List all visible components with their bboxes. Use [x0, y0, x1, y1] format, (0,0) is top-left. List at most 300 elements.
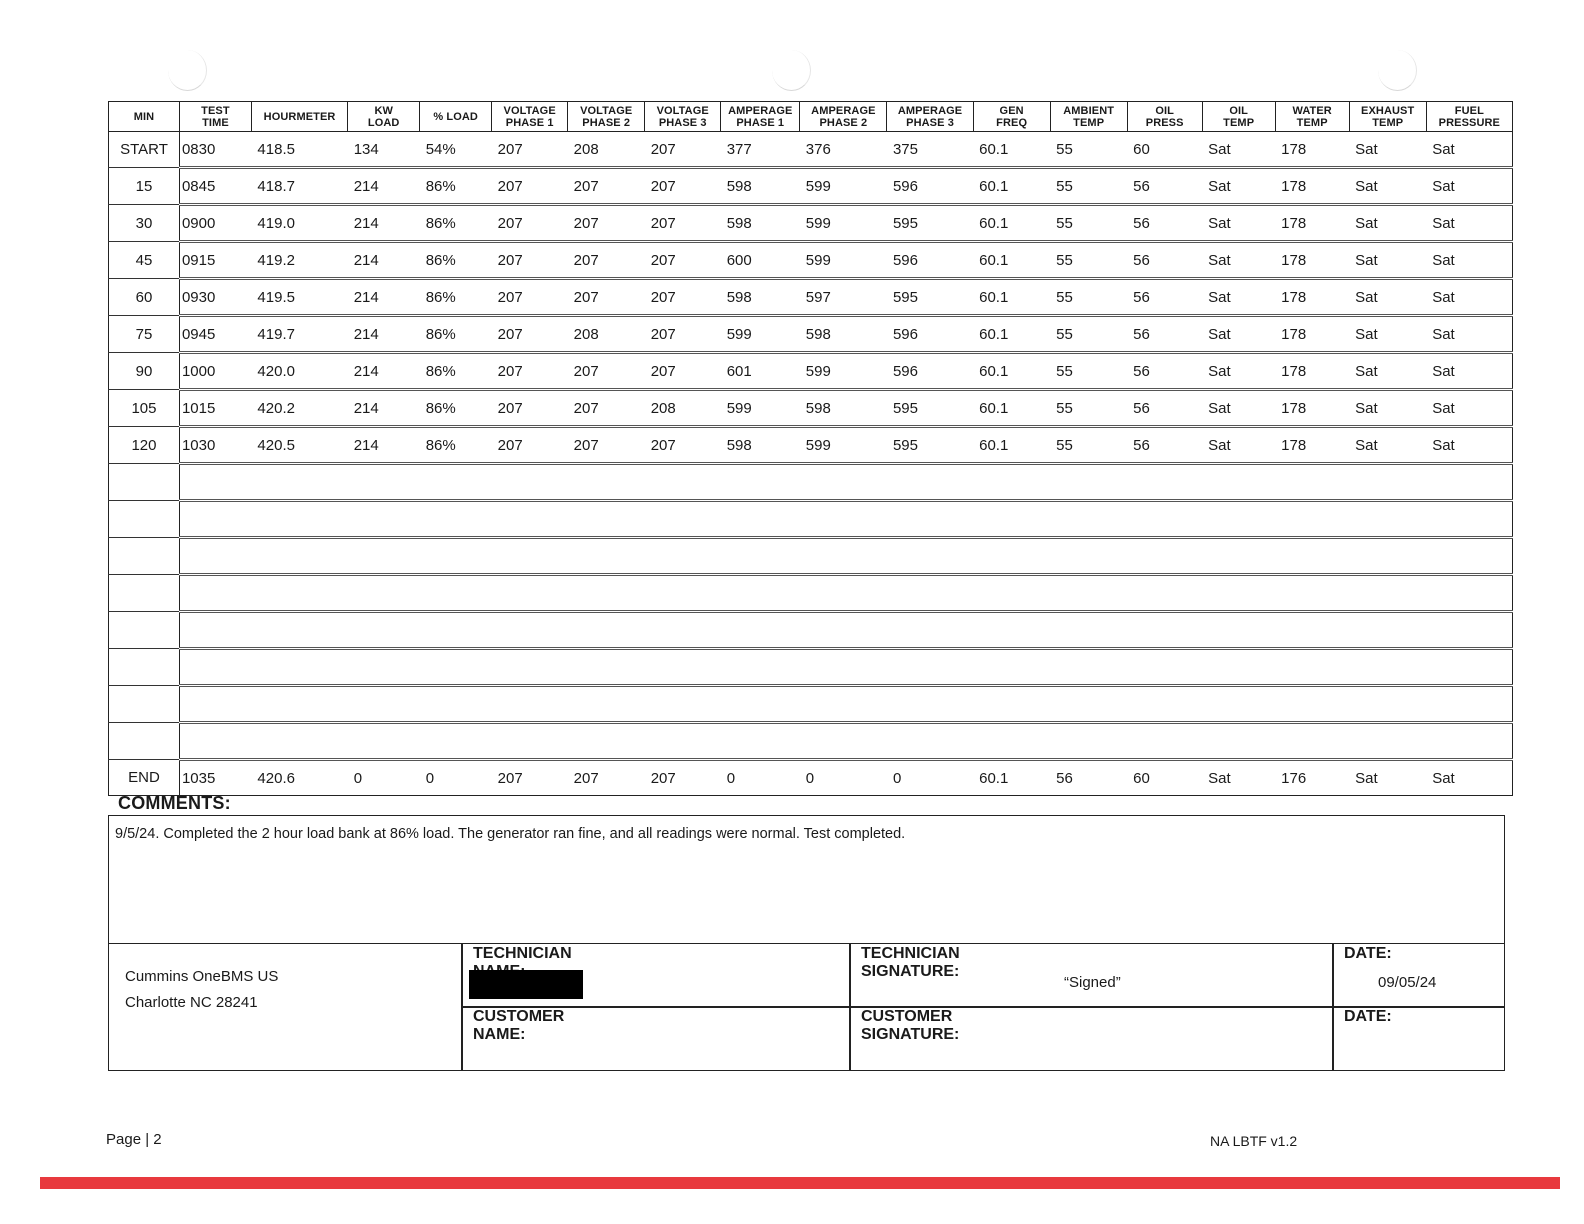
table-cell: 207 — [492, 132, 568, 168]
table-cell — [1127, 686, 1202, 723]
table-cell: 208 — [568, 132, 645, 168]
page-number: Page | 2 — [106, 1131, 162, 1148]
table-cell: 56 — [1127, 168, 1202, 205]
table-cell: 599 — [800, 168, 887, 205]
table-cell — [1050, 649, 1127, 686]
table-cell: Sat — [1202, 353, 1275, 390]
table-cell: 214 — [348, 242, 420, 279]
table-cell: 598 — [800, 316, 887, 353]
table-cell — [645, 686, 721, 723]
table-cell — [721, 686, 800, 723]
table-cell — [251, 649, 347, 686]
table-cell: 60.1 — [973, 132, 1050, 168]
table-header-row — [109, 102, 1513, 132]
table-cell: Sat — [1349, 390, 1426, 427]
table-cell: 598 — [721, 427, 800, 464]
table-cell — [1202, 501, 1275, 538]
table-cell — [420, 649, 492, 686]
table-cell — [568, 723, 645, 760]
table-cell — [973, 538, 1050, 575]
table-cell: 120 — [109, 427, 180, 464]
table-cell: 1035 — [179, 760, 251, 796]
table-cell: 60.1 — [973, 242, 1050, 279]
table-cell — [1275, 723, 1349, 760]
table-cell: 134 — [348, 132, 420, 168]
table-cell — [1127, 612, 1202, 649]
table-cell: 60 — [1127, 132, 1202, 168]
table-cell: Sat — [1349, 760, 1426, 796]
table-cell — [1349, 464, 1426, 501]
table-cell: 208 — [645, 390, 721, 427]
table-cell: 55 — [1050, 390, 1127, 427]
table-cell: Sat — [1349, 132, 1426, 168]
table-cell: Sat — [1349, 427, 1426, 464]
table-cell — [973, 575, 1050, 612]
table-cell — [1202, 649, 1275, 686]
table-cell: 178 — [1275, 353, 1349, 390]
table-cell: 55 — [1050, 279, 1127, 316]
column-header: AMPERAGE PHASE 2 — [800, 102, 887, 132]
technician-signature-label: TECHNICIAN SIGNATURE: — [861, 945, 960, 980]
table-cell — [1426, 612, 1512, 649]
table-cell — [800, 612, 887, 649]
table-cell: 60.1 — [973, 760, 1050, 796]
table-cell — [568, 649, 645, 686]
table-cell: 207 — [492, 390, 568, 427]
table-cell: Sat — [1349, 242, 1426, 279]
table-cell — [1050, 464, 1127, 501]
table-cell: Sat — [1426, 353, 1512, 390]
table-cell — [492, 575, 568, 612]
table-cell — [568, 612, 645, 649]
table-cell: Sat — [1349, 353, 1426, 390]
table-cell — [109, 649, 180, 686]
technician-signature-value: “Signed” — [1064, 974, 1121, 991]
table-cell — [420, 723, 492, 760]
table-cell: 0930 — [179, 279, 251, 316]
table-cell — [179, 575, 251, 612]
table-cell: 56 — [1127, 316, 1202, 353]
table-cell: 90 — [109, 353, 180, 390]
table-cell: 419.2 — [251, 242, 347, 279]
table-cell — [645, 575, 721, 612]
table-cell: 55 — [1050, 427, 1127, 464]
table-cell: Sat — [1349, 279, 1426, 316]
company-address: Charlotte NC 28241 — [125, 994, 258, 1011]
table-cell — [645, 501, 721, 538]
table-cell: 0 — [348, 760, 420, 796]
table-cell — [251, 723, 347, 760]
table-cell: 596 — [887, 316, 973, 353]
table-cell — [721, 464, 800, 501]
table-cell: 207 — [568, 390, 645, 427]
signature-grid — [108, 943, 1505, 1071]
column-header: OIL PRESS — [1127, 102, 1202, 132]
table-cell: 55 — [1050, 353, 1127, 390]
table-cell — [1050, 575, 1127, 612]
table-cell: 214 — [348, 390, 420, 427]
table-cell — [492, 538, 568, 575]
table-cell: 418.5 — [251, 132, 347, 168]
table-cell: 420.2 — [251, 390, 347, 427]
table-cell: 597 — [800, 279, 887, 316]
table-row — [109, 242, 1513, 279]
table-cell: 376 — [800, 132, 887, 168]
table-cell: 599 — [800, 353, 887, 390]
table-row — [109, 649, 1513, 686]
table-cell: 595 — [887, 279, 973, 316]
table-cell — [1275, 538, 1349, 575]
table-cell — [1127, 538, 1202, 575]
table-cell: Sat — [1202, 760, 1275, 796]
column-header: % LOAD — [420, 102, 492, 132]
table-cell — [1050, 501, 1127, 538]
table-cell — [1050, 723, 1127, 760]
table-cell: 56 — [1127, 279, 1202, 316]
table-cell — [645, 612, 721, 649]
table-cell — [348, 612, 420, 649]
table-cell — [251, 575, 347, 612]
table-cell: 207 — [645, 760, 721, 796]
table-cell — [800, 501, 887, 538]
table-cell: 60.1 — [973, 168, 1050, 205]
column-header: AMBIENT TEMP — [1050, 102, 1127, 132]
table-cell — [1275, 649, 1349, 686]
table-cell — [887, 501, 973, 538]
table-cell: 207 — [492, 205, 568, 242]
table-cell: 207 — [568, 242, 645, 279]
table-cell: 214 — [348, 279, 420, 316]
table-cell: 1030 — [179, 427, 251, 464]
table-cell: 599 — [800, 427, 887, 464]
table-cell — [1349, 723, 1426, 760]
table-cell: 178 — [1275, 205, 1349, 242]
table-cell: 86% — [420, 242, 492, 279]
table-cell: 56 — [1127, 242, 1202, 279]
table-cell: 207 — [645, 316, 721, 353]
column-header: KW LOAD — [348, 102, 420, 132]
column-header: OIL TEMP — [1202, 102, 1275, 132]
table-cell — [1202, 538, 1275, 575]
table-cell — [721, 723, 800, 760]
table-cell — [420, 501, 492, 538]
table-cell — [800, 464, 887, 501]
table-cell — [800, 538, 887, 575]
table-cell: Sat — [1426, 205, 1512, 242]
customer-signature-label: CUSTOMER SIGNATURE: — [861, 1008, 960, 1043]
table-cell: 0 — [721, 760, 800, 796]
table-cell: 86% — [420, 205, 492, 242]
table-cell: 420.0 — [251, 353, 347, 390]
comments-box — [108, 815, 1505, 944]
table-cell — [1349, 501, 1426, 538]
table-cell — [721, 649, 800, 686]
table-cell: 86% — [420, 279, 492, 316]
table-cell: Sat — [1349, 205, 1426, 242]
table-cell: 178 — [1275, 390, 1349, 427]
table-cell — [1349, 649, 1426, 686]
table-cell — [109, 612, 180, 649]
table-cell — [251, 464, 347, 501]
table-cell: 207 — [645, 279, 721, 316]
table-cell: START — [109, 132, 180, 168]
technician-name-label: TECHNICIAN — [473, 945, 572, 962]
table-cell — [973, 612, 1050, 649]
table-cell: 86% — [420, 427, 492, 464]
table-cell — [973, 686, 1050, 723]
table-cell — [800, 723, 887, 760]
table-cell: 54% — [420, 132, 492, 168]
table-cell: 86% — [420, 390, 492, 427]
table-cell: 207 — [568, 353, 645, 390]
table-row — [109, 316, 1513, 353]
company-name: Cummins OneBMS US — [125, 968, 279, 985]
table-cell — [973, 723, 1050, 760]
table-cell: 599 — [800, 205, 887, 242]
table-cell: 60.1 — [973, 427, 1050, 464]
table-cell — [348, 686, 420, 723]
table-cell: 86% — [420, 168, 492, 205]
table-cell: 596 — [887, 242, 973, 279]
table-cell — [1127, 649, 1202, 686]
table-row — [109, 760, 1513, 796]
table-cell — [1426, 464, 1512, 501]
table-cell: 0 — [887, 760, 973, 796]
table-cell: Sat — [1202, 205, 1275, 242]
table-cell — [721, 501, 800, 538]
table-cell — [568, 538, 645, 575]
table-cell: 86% — [420, 316, 492, 353]
table-cell: 419.0 — [251, 205, 347, 242]
table-cell — [492, 501, 568, 538]
table-cell: Sat — [1202, 279, 1275, 316]
table-cell — [1349, 612, 1426, 649]
table-cell: Sat — [1202, 168, 1275, 205]
table-cell: 60.1 — [973, 205, 1050, 242]
table-cell — [1426, 686, 1512, 723]
table-cell: 207 — [568, 427, 645, 464]
table-cell: 178 — [1275, 132, 1349, 168]
table-cell — [109, 723, 180, 760]
table-cell — [179, 501, 251, 538]
table-cell: 0845 — [179, 168, 251, 205]
table-cell: 214 — [348, 427, 420, 464]
table-cell — [1127, 464, 1202, 501]
table-cell: 420.5 — [251, 427, 347, 464]
table-cell — [492, 612, 568, 649]
table-cell: 1000 — [179, 353, 251, 390]
footer-accent-bar — [40, 1177, 1560, 1189]
table-cell — [568, 501, 645, 538]
table-cell: 214 — [348, 168, 420, 205]
table-cell: 176 — [1275, 760, 1349, 796]
table-cell: 178 — [1275, 279, 1349, 316]
table-cell — [1202, 575, 1275, 612]
table-cell — [721, 538, 800, 575]
column-header: GEN FREQ — [973, 102, 1050, 132]
table-cell: 207 — [645, 168, 721, 205]
table-cell: 178 — [1275, 316, 1349, 353]
table-cell: 419.7 — [251, 316, 347, 353]
table-cell — [973, 649, 1050, 686]
table-cell — [1426, 501, 1512, 538]
table-cell: 595 — [887, 390, 973, 427]
customer-name-label: CUSTOMER NAME: — [473, 1008, 565, 1043]
table-cell: 598 — [800, 390, 887, 427]
table-cell — [348, 538, 420, 575]
table-cell — [251, 612, 347, 649]
table-cell: 420.6 — [251, 760, 347, 796]
table-cell — [1426, 575, 1512, 612]
table-cell: 207 — [568, 279, 645, 316]
table-cell — [492, 464, 568, 501]
table-cell: Sat — [1349, 168, 1426, 205]
technician-date-label: DATE: — [1344, 945, 1392, 962]
table-cell — [568, 686, 645, 723]
table-cell: 207 — [568, 168, 645, 205]
table-cell — [645, 538, 721, 575]
table-cell: 598 — [721, 168, 800, 205]
table-cell — [179, 686, 251, 723]
table-cell: 60 — [109, 279, 180, 316]
table-cell: 55 — [1050, 168, 1127, 205]
table-cell — [973, 464, 1050, 501]
table-cell — [1127, 723, 1202, 760]
table-cell — [887, 575, 973, 612]
table-cell: 56 — [1050, 760, 1127, 796]
table-cell: 55 — [1050, 242, 1127, 279]
table-cell — [420, 538, 492, 575]
table-cell — [645, 649, 721, 686]
table-row — [109, 538, 1513, 575]
form-version: NA LBTF v1.2 — [1210, 1133, 1298, 1149]
table-cell — [420, 575, 492, 612]
table-cell — [1275, 686, 1349, 723]
column-header: WATER TEMP — [1275, 102, 1349, 132]
table-cell — [348, 501, 420, 538]
table-cell — [1050, 686, 1127, 723]
table-cell: 207 — [492, 316, 568, 353]
table-cell — [492, 686, 568, 723]
table-cell — [348, 723, 420, 760]
table-cell: Sat — [1202, 132, 1275, 168]
table-cell — [1202, 686, 1275, 723]
table-cell: 0 — [800, 760, 887, 796]
table-cell: 0 — [420, 760, 492, 796]
redacted-technician-name — [469, 970, 583, 999]
table-cell: Sat — [1202, 242, 1275, 279]
column-header: AMPERAGE PHASE 1 — [721, 102, 800, 132]
table-cell: 208 — [568, 316, 645, 353]
table-cell — [1349, 686, 1426, 723]
table-cell — [973, 501, 1050, 538]
table-cell: 60 — [1127, 760, 1202, 796]
table-cell: 60.1 — [973, 316, 1050, 353]
column-header: MIN — [109, 102, 180, 132]
table-cell: Sat — [1202, 427, 1275, 464]
column-header: VOLTAGE PHASE 3 — [645, 102, 721, 132]
table-cell — [1202, 723, 1275, 760]
table-cell: 601 — [721, 353, 800, 390]
table-row — [109, 168, 1513, 205]
table-cell — [1202, 612, 1275, 649]
table-cell — [179, 723, 251, 760]
table-cell: 60.1 — [973, 353, 1050, 390]
table-cell — [800, 649, 887, 686]
table-cell — [420, 464, 492, 501]
table-row — [109, 205, 1513, 242]
table-cell: 60.1 — [973, 390, 1050, 427]
table-cell: 207 — [645, 205, 721, 242]
table-cell — [109, 501, 180, 538]
table-cell: 207 — [492, 168, 568, 205]
table-row — [109, 464, 1513, 501]
table-row — [109, 132, 1513, 168]
table-cell: 375 — [887, 132, 973, 168]
table-row — [109, 686, 1513, 723]
table-cell — [179, 612, 251, 649]
table-cell: 207 — [492, 242, 568, 279]
table-cell — [800, 686, 887, 723]
table-cell: 599 — [721, 316, 800, 353]
column-header: VOLTAGE PHASE 1 — [492, 102, 568, 132]
column-header: FUEL PRESSURE — [1426, 102, 1512, 132]
table-cell: 0830 — [179, 132, 251, 168]
table-cell: 596 — [887, 353, 973, 390]
table-cell — [1275, 612, 1349, 649]
table-cell: 599 — [800, 242, 887, 279]
table-cell: 419.5 — [251, 279, 347, 316]
table-cell: Sat — [1426, 316, 1512, 353]
table-cell — [887, 464, 973, 501]
table-cell — [1349, 575, 1426, 612]
table-cell — [887, 612, 973, 649]
table-cell — [645, 464, 721, 501]
table-cell — [492, 649, 568, 686]
table-cell: 178 — [1275, 242, 1349, 279]
table-cell — [492, 723, 568, 760]
table-cell — [109, 575, 180, 612]
table-cell — [348, 464, 420, 501]
table-cell: Sat — [1426, 242, 1512, 279]
table-cell: Sat — [1426, 279, 1512, 316]
table-cell — [109, 464, 180, 501]
table-cell: 207 — [492, 279, 568, 316]
customer-date-label: DATE: — [1344, 1008, 1392, 1025]
table-cell — [1426, 538, 1512, 575]
table-cell: 600 — [721, 242, 800, 279]
table-cell: Sat — [1426, 427, 1512, 464]
table-row — [109, 575, 1513, 612]
table-cell — [887, 686, 973, 723]
table-row — [109, 353, 1513, 390]
table-row — [109, 723, 1513, 760]
table-cell — [1050, 612, 1127, 649]
table-cell: 0945 — [179, 316, 251, 353]
table-cell: 207 — [568, 760, 645, 796]
table-cell — [1202, 464, 1275, 501]
column-header: HOURMETER — [251, 102, 347, 132]
table-cell: 207 — [492, 760, 568, 796]
table-cell: 86% — [420, 353, 492, 390]
table-cell: Sat — [1426, 132, 1512, 168]
table-cell: 30 — [109, 205, 180, 242]
table-cell: 595 — [887, 205, 973, 242]
table-cell — [179, 538, 251, 575]
table-cell: 1015 — [179, 390, 251, 427]
table-cell — [1426, 649, 1512, 686]
table-row — [109, 427, 1513, 464]
